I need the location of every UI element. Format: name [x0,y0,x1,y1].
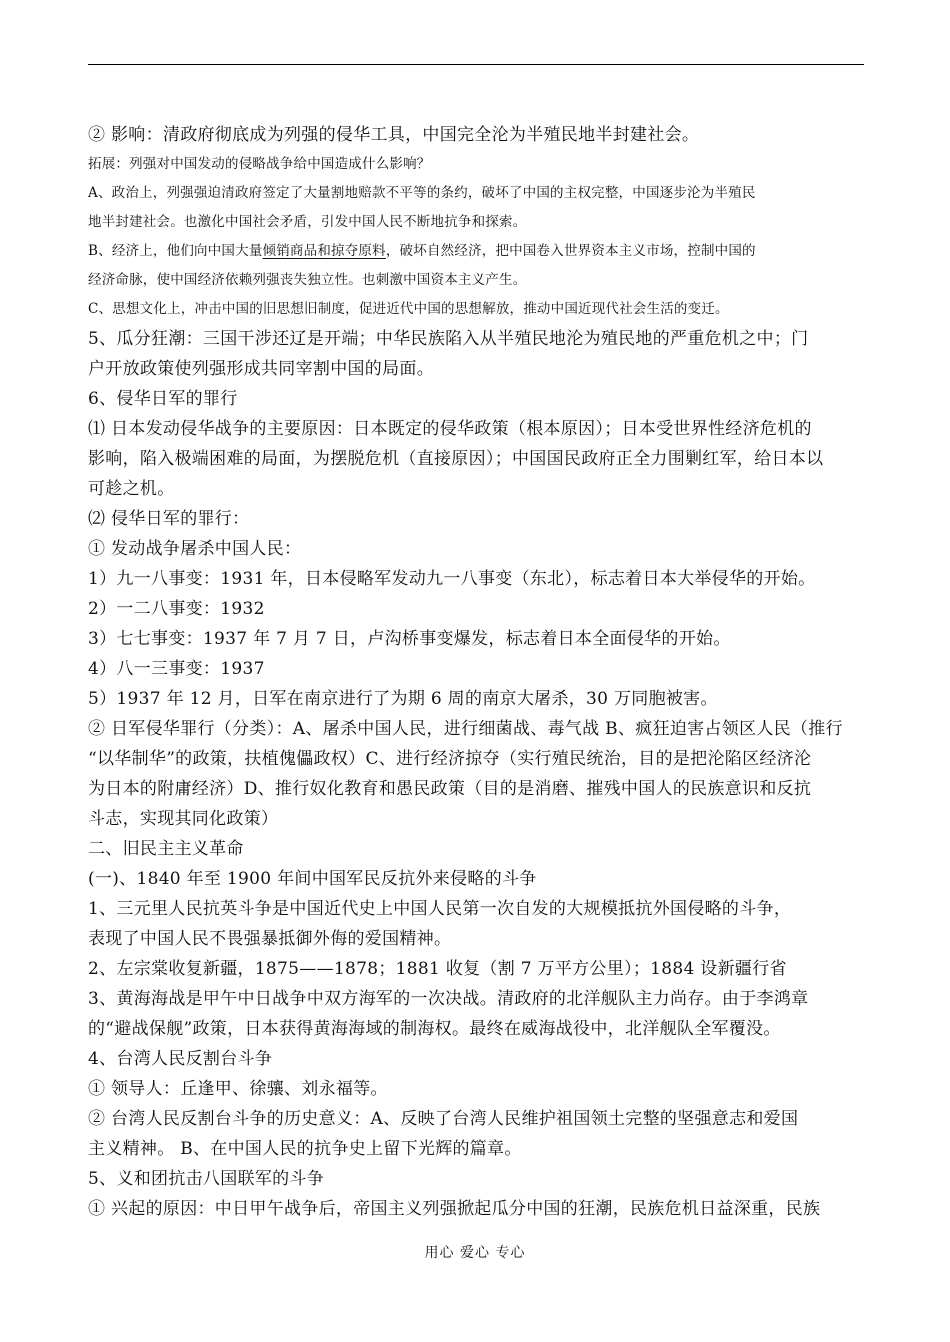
text-line: 拓展：列强对中国发动的侵略战争给中国造成什么影响？ [88,156,431,172]
text-line: 可趁之机。 [88,479,175,499]
text-line: ① 发动战争屠杀中国人民： [88,539,302,559]
text-line: 2、左宗棠收复新疆，1875——1878；1881 收复（割 7 万平方公里）；1884 设新疆行省 [88,959,787,979]
text-line: 1）九一八事变：1931 年，日本侵略军发动九一八事变（东北），标志着日本大举侵华的开始。 [88,569,816,589]
underlined-phrase: 倾销商品和掠夺原料 [262,243,386,259]
text-line: 二、旧民主主义革命 [88,839,244,859]
text-line: 表现了中国人民不畏强暴抵御外侮的爱国精神。 [88,929,452,949]
text-line [88,237,864,266]
text-line: A、政治上，列强强迫清政府签定了大量割地赔款不平等的条约，破坏了中国的主权完整，中国逐步沦为半殖民 [88,185,756,201]
text-line: 6、侵华日军的罪行 [88,389,238,409]
text-line: 斗志，实现其同化政策） [88,809,279,829]
document-page [88,0,864,1342]
text-line: (一)、1840 年至 1900 年间中国军民反抗外来侵略的斗争 [88,869,537,889]
text-segment: ，破坏自然经济，把中国卷入世界资本主义市场，控制中国的 [385,243,756,259]
text-line: 3、黄海海战是甲午中日战争中双方海军的一次决战。清政府的北洋舰队主力尚存。由于李鸿章 [88,989,809,1009]
text-line: 影响，陷入极端困难的局面，为摆脱危机（直接原因）；中国国民政府正全力围剿红军，给日本以 [88,449,824,469]
text-line: 3）七七事变：1937 年 7 月 7 日，卢沟桥事变爆发，标志着日本全面侵华的开始。 [88,629,731,649]
text-line: 主义精神。 B、在中国人民的抗争史上留下光辉的篇章。 [88,1139,522,1159]
text-segment: B、经济上，他们向中国大量 [88,243,263,259]
text-line: ⑴ 日本发动侵华战争的主要原因：日本既定的侵华政策（根本原因）；日本受世界性经济危机的 [88,419,812,439]
text-line: ① 兴起的原因：中日甲午战争后，帝国主义列强掀起瓜分中国的狂潮，民族危机日益深重，民族 [88,1199,821,1219]
text-line: 5、义和团抗击八国联军的斗争 [88,1169,325,1189]
text-line: 经济命脉，使中国经济依赖列强丧失独立性。也刺激中国资本主义产生。 [88,272,527,288]
text-line: 的“避战保舰”政策，日本获得黄海海域的制海权。最终在威海战役中，北洋舰队全军覆没。 [88,1019,781,1039]
text-line: “以华制华”的政策，扶植傀儡政权）C、进行经济掠夺（实行殖民统治，目的是把沦陷区经济沦 [88,749,812,769]
text-line: ② 台湾人民反割台斗争的历史意义：A、反映了台湾人民维护祖国领土完整的坚强意志和爱国 [88,1109,799,1129]
text-line: ② 影响：清政府彻底成为列强的侵华工具，中国完全沦为半殖民地半封建社会。 [88,125,700,145]
text-line: C、思想文化上，冲击中国的旧思想旧制度，促进近代中国的思想解放，推动中国近现代社会生活的变迁。 [88,301,729,317]
text-line: 2）一二八事变：1932 [88,599,265,619]
text-line: 5）1937 年 12 月，日军在南京进行了为期 6 周的南京大屠杀，30 万同胞被害。 [88,689,718,709]
document-body [88,120,864,1224]
page-footer: 用心 爱心 专心 [424,1245,526,1261]
text-line: 1、三元里人民抗英斗争是中国近代史上中国人民第一次自发的大规模抵抗外国侵略的斗争， [88,899,792,919]
text-line: 为日本的附庸经济）D、推行奴化教育和愚民政策（目的是消磨、摧残中国人的民族意识和反抗 [88,779,812,799]
text-line: ⑵ 侵华日军的罪行： [88,509,250,529]
text-line: ① 领导人：丘逢甲、徐骧、刘永福等。 [88,1079,388,1099]
text-line: 地半封建社会。也激化中国社会矛盾，引发中国人民不断地抗争和探索。 [88,214,527,230]
header-rule [88,64,864,65]
text-line: 5、瓜分狂潮：三国干涉还辽是开端；中华民族陷入从半殖民地沦为殖民地的严重危机之中；门 [88,329,809,349]
text-line: 4、台湾人民反割台斗争 [88,1049,273,1069]
text-line: 户开放政策使列强形成共同宰割中国的局面。 [88,359,434,379]
text-line: 4）八一三事变：1937 [88,659,265,679]
text-line: ② 日军侵华罪行（分类）：A、屠杀中国人民，进行细菌战、毒气战 B、疯狂迫害占领区人民（推行 [88,719,843,739]
